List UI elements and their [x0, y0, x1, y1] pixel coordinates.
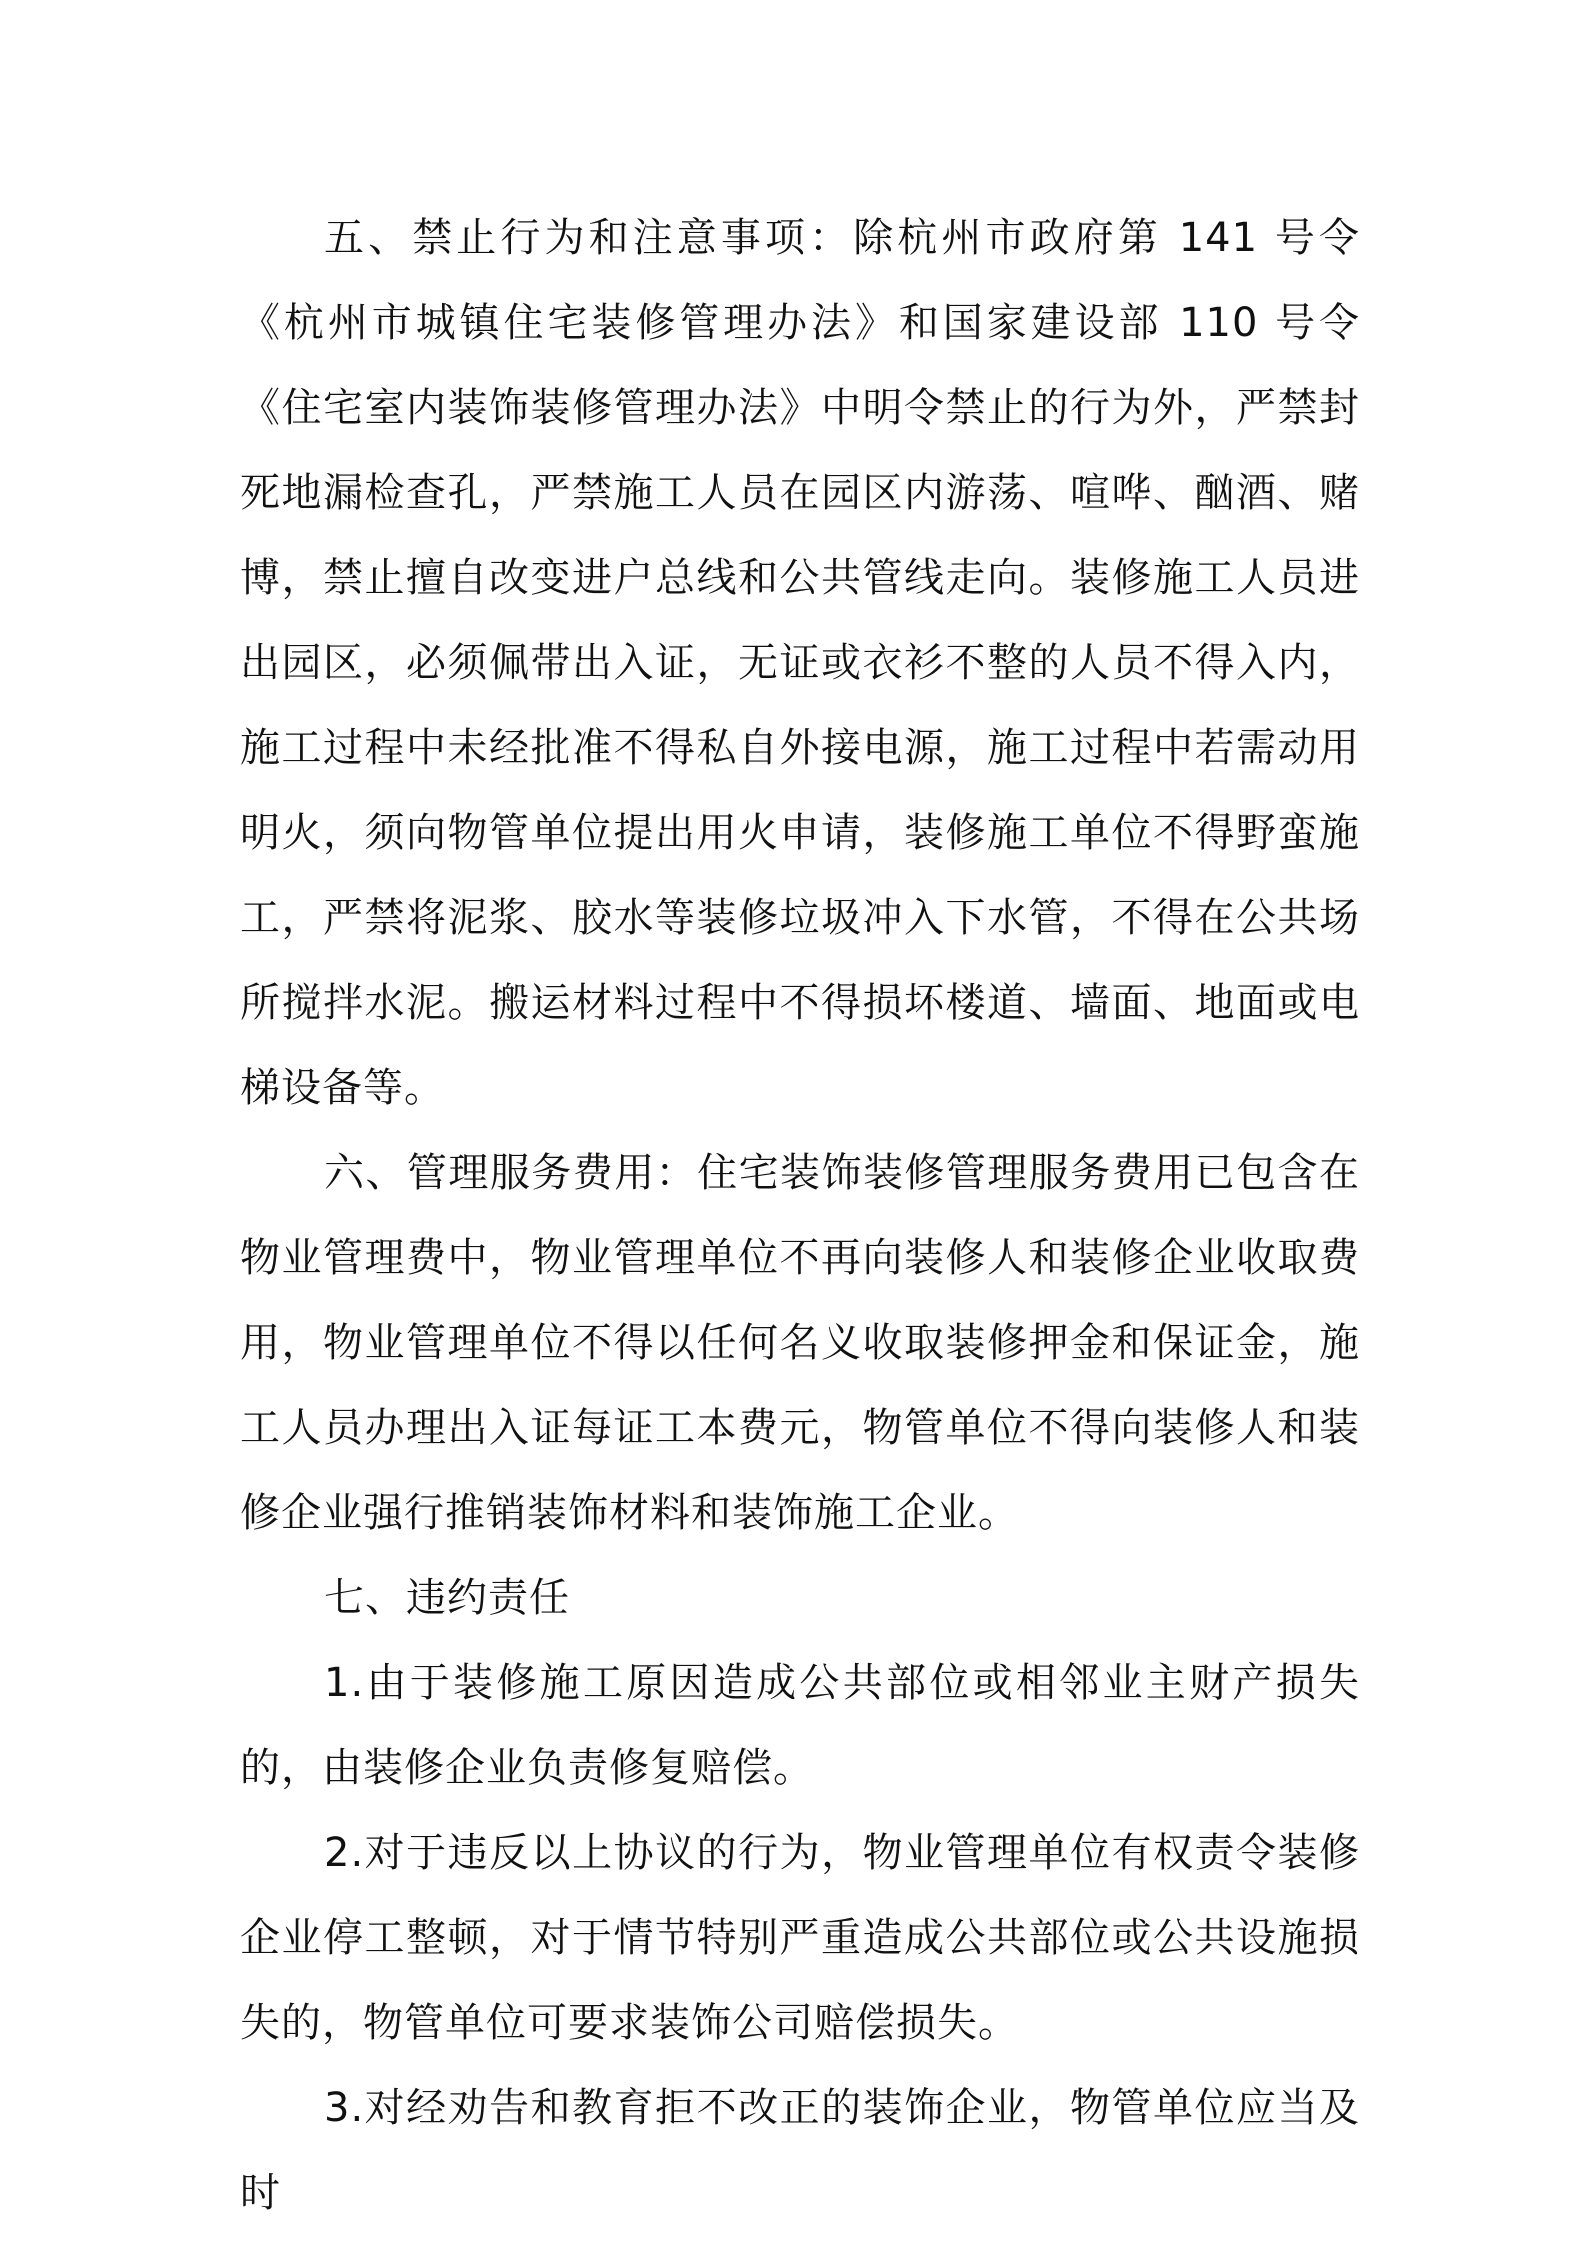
paragraph-liability-item-1: 1.由于装修施工原因造成公共部位或相邻业主财产损失的，由装修企业负责修复赔偿。 [240, 1660, 1360, 1791]
paragraph-management-fees: 六、管理服务费用：住宅装饰装修管理服务费用已包含在物业管理费中，物业管理单位不再向装修人和装修企业收取费用，物业管理单位不得以任何名义收取装修押金和保证金，施工人员办理出入证每证工本费元，物管单位不得向装修人和装修企业强行推销装饰材料和装饰施工企业。 [240, 1150, 1360, 1536]
paragraph-prohibited-conduct: 五、禁止行为和注意事项：除杭州市政府第 141 号令《杭州市城镇住宅装修管理办法》和国家建设部 110 号令《住宅室内装饰装修管理办法》中明令禁止的行为外，严禁封死地漏检查孔，严禁施工人员在园区内游荡、喧哗、酗酒、赌博，禁止擅自改变进户总线和公共管线走向。装修施工人员进出园区，必须佩带出入证，无证或衣衫不整的人员不得入内，施工过程中未经批准不得私自外接电源，施工过程中若需动用明火，须向物管单位提出用火申请，装修施工单位不得野蛮施工，严禁将泥浆、胶水等装修垃圾冲入下水管，不得在公共场所搅拌水泥。搬运材料过程中不得损坏楼道、墙面、地面或电梯设备等。 [240, 215, 1360, 1111]
paragraph-liability-item-3: 3.对经劝告和教育拒不改正的装饰企业，物管单位应当及时 [240, 2085, 1360, 2216]
document-body [240, 196, 1360, 2236]
paragraph-liability-item-2: 2.对于违反以上协议的行为，物业管理单位有权责令装修企业停工整顿，对于情节特别严重造成公共部位或公共设施损失的，物管单位可要求装饰公司赔偿损失。 [240, 1830, 1360, 2046]
heading-breach-liability: 七、违约责任 [324, 1575, 570, 1621]
